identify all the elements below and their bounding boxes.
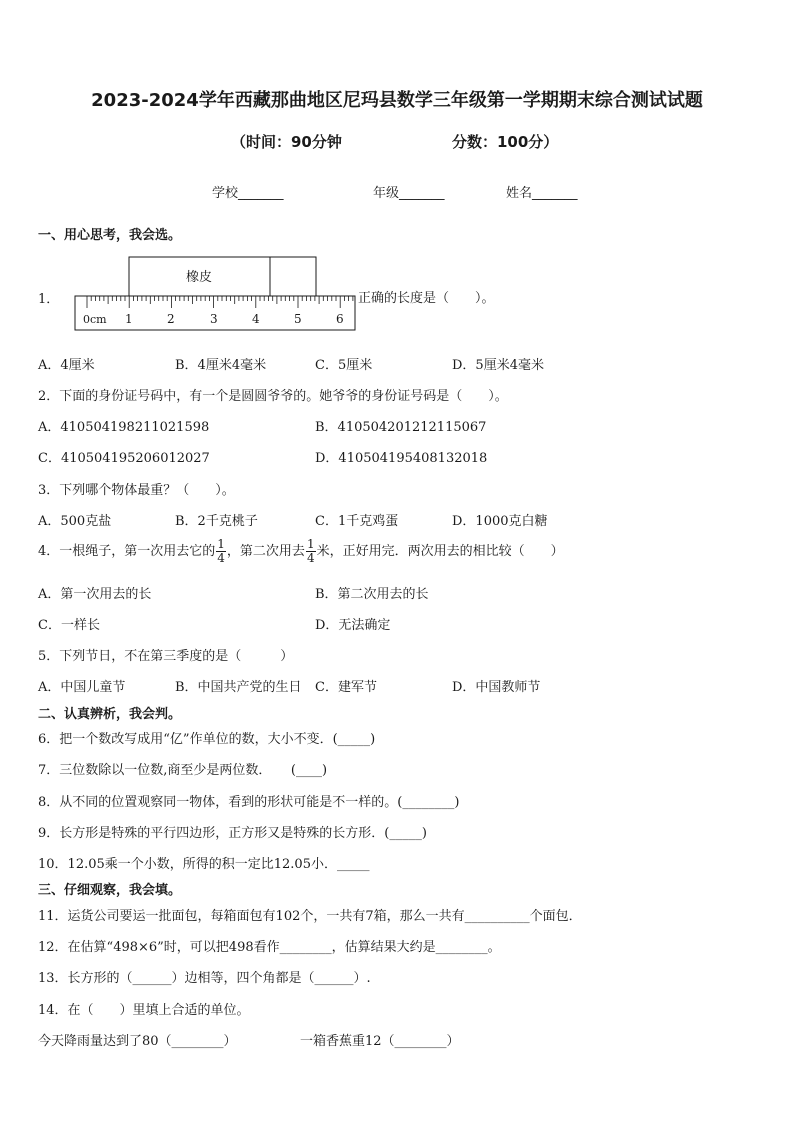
- q3-option-d: D．1000克白糖: [452, 514, 548, 529]
- q4-fraction-2-num: 1: [306, 537, 315, 551]
- q3-option-c: C．1千克鸡蛋: [315, 514, 399, 529]
- q1-option-c: C．5厘米: [315, 358, 373, 373]
- q4-fraction-1: [216, 538, 226, 565]
- ruler-label-0: 0cm: [83, 313, 107, 326]
- ruler-ticks: [87, 296, 353, 308]
- name-field: 姓名_______: [506, 186, 578, 201]
- q5-text: 5．下列节日，不在第三季度的是（ ）: [38, 649, 294, 664]
- q1-text: 正确的长度是（ ）。: [358, 291, 495, 306]
- q4-text: [38, 538, 564, 565]
- q14-rainfall: 今天降雨量达到了80（________）: [38, 1034, 237, 1049]
- q5-option-b: B．中国共产党的生日: [175, 680, 302, 695]
- ruler-label-2: 2: [167, 312, 175, 326]
- q5-option-a: A．中国儿童节: [38, 680, 126, 695]
- q4-part2: ，第二次用去: [226, 544, 305, 559]
- grade-field: 年级_______: [373, 186, 445, 201]
- q4-option-c: C．一样长: [38, 618, 100, 633]
- q5-option-d: D．中国教师节: [452, 680, 541, 695]
- q9-text: 9．长方形是特殊的平行四边形，正方形又是特殊的长方形．(_____): [38, 826, 427, 841]
- q4-option-a: A．第一次用去的长: [38, 587, 152, 602]
- section-judge: 二、认真辨析，我会判。: [38, 707, 182, 722]
- q4-part3: 米，正好用完．两次用去的相比较（ ）: [316, 544, 564, 559]
- q14-text: 14．在（ ）里填上合适的单位。: [38, 1003, 250, 1018]
- ruler-label-4: 4: [252, 312, 260, 326]
- q4-part1: 4．一根绳子，第一次用去它的: [38, 544, 216, 559]
- q4-fraction-1-num: 1: [217, 537, 225, 551]
- q3-text: 3．下列哪个物体最重？（ ）。: [38, 483, 235, 498]
- q4-option-d: D．无法确定: [315, 618, 391, 633]
- q2-text: 2．下面的身份证号码中，有一个是圆圆爷爷的。她爷爷的身份证号码是（ ）。: [38, 389, 508, 404]
- exam-time: （时间：90分钟: [231, 133, 342, 151]
- q2-option-b: B．410504201212115067: [315, 420, 487, 435]
- q2-option-d: D．410504195408132018: [315, 451, 488, 466]
- q10-text: 10．12.05乘一个小数，所得的积一定比12.05小．_____: [38, 857, 370, 872]
- q4-fraction-2: [306, 538, 316, 565]
- q3-option-a: A．500克盐: [38, 514, 112, 529]
- q2-option-a: A．410504198211021598: [38, 420, 210, 435]
- q12-text: 12．在估算“498×6”时，可以把498看作________，估算结果大约是________。: [38, 940, 501, 955]
- section-fill: 三、仔细观察，我会填。: [38, 883, 182, 898]
- eraser-label: 橡皮: [186, 270, 213, 285]
- q2-option-c: C．410504195206012027: [38, 451, 210, 466]
- q11-text: 11．运货公司要运一批面包，每箱面包有102个，一共有7箱，那么一共有__________个面包．: [38, 909, 582, 924]
- q7-text: 7．三位数除以一位数,商至少是两位数． (____): [38, 763, 328, 778]
- q8-text: 8．从不同的位置观察同一物体，看到的形状可能是不一样的。(________): [38, 795, 460, 810]
- q4-fraction-2-den: 4: [306, 551, 315, 565]
- q4-option-b: B．第二次用去的长: [315, 587, 429, 602]
- q5-option-c: C．建军节: [315, 680, 377, 695]
- ruler-label-3: 3: [210, 312, 218, 326]
- q1-number: 1．: [38, 292, 60, 307]
- q6-text: 6．把一个数改写成用“亿”作单位的数，大小不变．(_____): [38, 732, 376, 747]
- ruler-label-6: 6: [336, 312, 344, 326]
- ruler-label-5: 5: [294, 312, 302, 326]
- eraser-rect: [129, 257, 316, 296]
- q4-fraction-1-den: 4: [217, 551, 225, 565]
- school-field: 学校_______: [212, 186, 284, 201]
- section-choice: 一、用心思考，我会选。: [38, 228, 182, 243]
- q13-text: 13．长方形的（______）边相等，四个角都是（______）.: [38, 971, 371, 986]
- q1-option-b: B．4厘米4毫米: [175, 358, 267, 373]
- q3-option-b: B．2千克桃子: [175, 514, 258, 529]
- ruler-figure: [74, 256, 356, 332]
- exam-score: 分数：100分）: [452, 133, 559, 151]
- page-title: 2023-2024学年西藏那曲地区尼玛县数学三年级第一学期期末综合测试试题: [91, 90, 703, 111]
- ruler-label-1: 1: [125, 312, 133, 326]
- q1-option-a: A．4厘米: [38, 358, 95, 373]
- q1-option-d: D．5厘米4毫米: [452, 358, 544, 373]
- q14-banana: 一箱香蕉重12（________）: [300, 1034, 460, 1049]
